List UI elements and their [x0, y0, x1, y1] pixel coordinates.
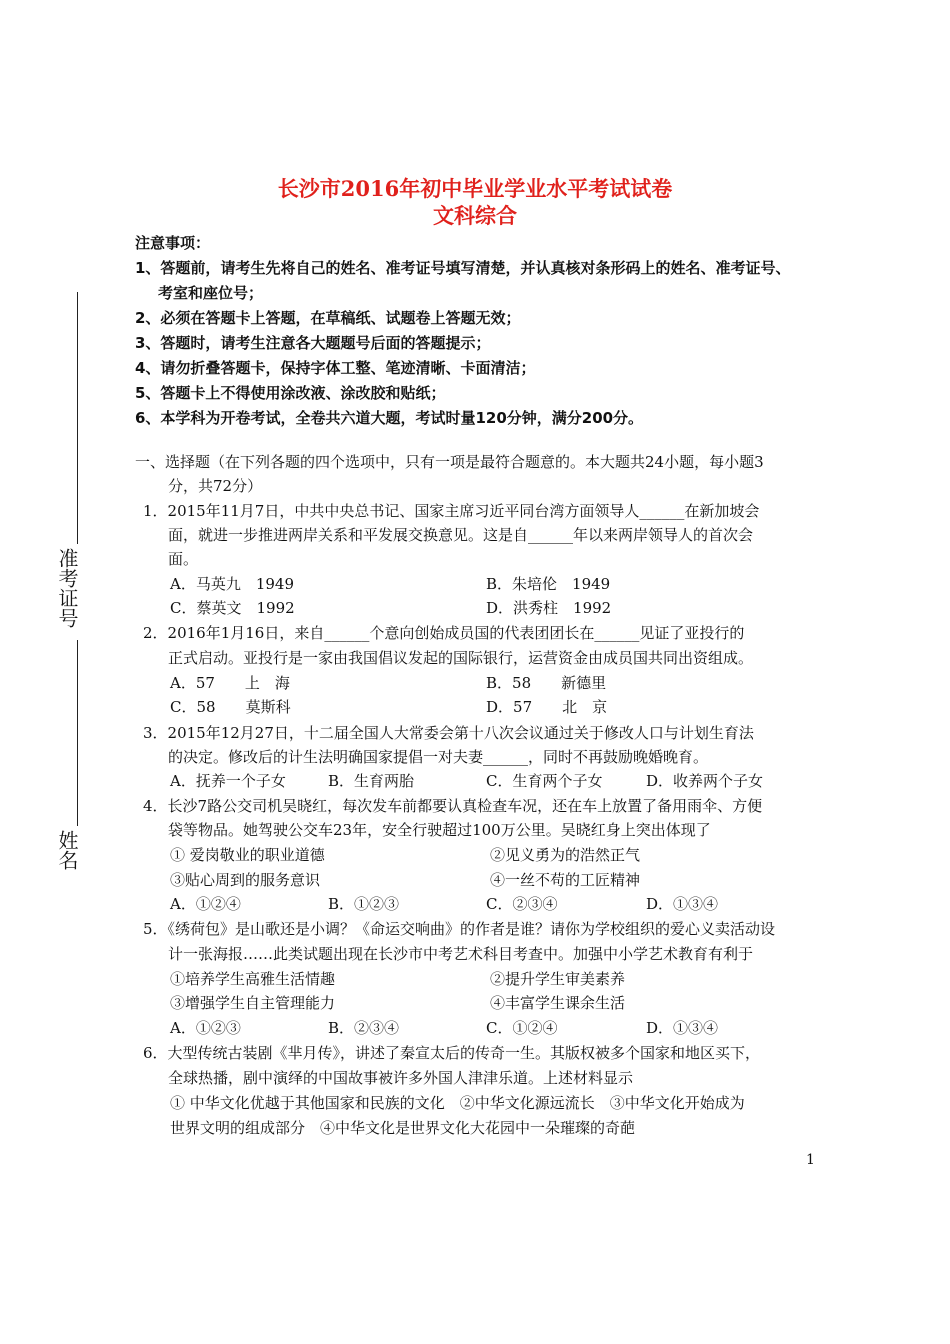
q1-option-d: D．洪秀柱 1992: [486, 599, 612, 617]
q4-statement-1: ① 爱岗敬业的职业道德: [170, 846, 325, 864]
q3-option-c: C．生育两个子女: [486, 772, 603, 790]
q6-line-3: ① 中华文化优越于其他国家和民族的文化 ②中华文化源远流长 ③中华文化开始成为: [170, 1094, 745, 1112]
q1-line-1: 1．2015年11月7日，中共中央总书记、国家主席习近平同台湾方面领导人______在新加坡会: [143, 502, 760, 520]
notice-item-5: 5、答题卡上不得使用涂改液、涂改胶和贴纸；: [135, 384, 446, 402]
page-subtitle: 文科综合: [433, 203, 517, 228]
q1-option-c: C．蔡英文 1992: [170, 599, 295, 617]
exam-id-text: 准考证号: [55, 548, 79, 628]
q4-statement-2: ②见义勇为的浩然正气: [490, 846, 641, 864]
exam-id-line: [77, 292, 78, 544]
notice-item-4: 4、请勿折叠答题卡，保持字体工整、笔迹清晰、卡面清洁；: [135, 359, 536, 377]
q1-line-3: 面。: [168, 550, 199, 568]
q5-statement-1: ①培养学生高雅生活情趣: [170, 970, 336, 988]
q3-line-2: 的决定。修改后的计生法明确国家提倡一对夫妻______，同时不再鼓励晚婚晚育。: [168, 748, 709, 766]
q1-line-2: 面，就进一步推进两岸关系和平发展交换意见。这是自______年以来两岸领导人的首次会: [168, 526, 754, 544]
q2-option-a: A．57 上 海: [170, 674, 290, 692]
q4-statement-4: ④一丝不苟的工匠精神: [490, 871, 641, 889]
q2-line-2: 正式启动。亚投行是一家由我国倡议发起的国际银行，运营资金由成员国共同出资组成。: [168, 649, 754, 667]
exam-id-line-lower: [77, 640, 78, 826]
q1-option-b: B．朱培伦 1949: [486, 575, 611, 593]
q5-option-a: A．①②③: [170, 1019, 241, 1037]
q5-line-1: 5．《绣荷包》是山歌还是小调？《命运交响曲》的作者是谁？请你为学校组织的爱心义卖活动设: [143, 920, 776, 938]
q4-line-1: 4．长沙7路公交司机吴晓红，每次发车前都要认真检查车况，还在车上放置了备用雨伞、方便: [143, 797, 763, 815]
q5-option-b: B．②③④: [328, 1019, 400, 1037]
q1-option-a: A．马英九 1949: [170, 575, 295, 593]
notice-item-1: 1、答题前，请考生先将自己的姓名、准考证号填写清楚，并认真核对条形码上的姓名、准考证号、: [135, 259, 791, 277]
q4-line-2: 袋等物品。她驾驶公交车23年，安全行驶超过100万公里。吴晓红身上突出体现了: [168, 821, 711, 839]
q6-line-2: 全球热播，剧中演绎的中国故事被许多外国人津津乐道。上述材料显示: [168, 1069, 634, 1087]
q2-option-d: D．57 北 京: [486, 698, 608, 716]
q3-option-a: A．抚养一个子女: [170, 772, 286, 790]
q6-line-4: 世界文明的组成部分 ④中华文化是世界文化大花园中一朵璀璨的奇葩: [170, 1119, 636, 1137]
q2-option-b: B．58 新德里: [486, 674, 607, 692]
q5-option-d: D．①③④: [646, 1019, 719, 1037]
q4-option-c: C．②③④: [486, 895, 558, 913]
section-intro: 一、选择题（在下列各题的四个选项中，只有一项是最符合题意的。本大题共24小题，每小题3: [135, 453, 764, 471]
q2-line-1: 2．2016年1月16日，来自______个意向创始成员国的代表团团长在______见证了亚投行的: [143, 624, 745, 642]
section-intro-cont: 分，共72分）: [168, 477, 263, 495]
exam-id-label: [56, 548, 78, 628]
notice-heading: 注意事项：: [135, 234, 211, 252]
q2-option-c: C．58 莫斯科: [170, 698, 291, 716]
q4-option-d: D．①③④: [646, 895, 719, 913]
notice-item-6: 6、本学科为开卷考试，全卷共六道大题，考试时量120分钟，满分200分。: [135, 409, 644, 427]
q3-option-b: B．生育两胎: [328, 772, 415, 790]
q4-option-a: A．①②④: [170, 895, 241, 913]
page-number: 1: [806, 1152, 815, 1168]
name-text: 姓名: [55, 830, 79, 870]
notice-item-3: 3、答题时，请考生注意各大题题号后面的答题提示；: [135, 334, 491, 352]
q5-statement-2: ②提升学生审美素养: [490, 970, 626, 988]
q5-statement-4: ④丰富学生课余生活: [490, 994, 626, 1012]
q6-line-1: 6．大型传统古装剧《芈月传》，讲述了秦宣太后的传奇一生。其版权被多个国家和地区买下，: [143, 1044, 761, 1062]
notice-item-1-cont: 考室和座位号；: [158, 284, 264, 302]
q4-option-b: B．①②③: [328, 895, 400, 913]
notice-item-2: 2、必须在答题卡上答题，在草稿纸、试题卷上答题无效；: [135, 309, 521, 327]
q3-option-d: D．收养两个子女: [646, 772, 764, 790]
name-label: [56, 830, 78, 870]
q4-statement-3: ③贴心周到的服务意识: [170, 871, 321, 889]
page-title: 长沙市2016年初中毕业学业水平考试试卷: [277, 176, 673, 201]
q5-statement-3: ③增强学生自主管理能力: [170, 994, 336, 1012]
q3-line-1: 3．2015年12月27日，十二届全国人大常委会第十八次会议通过关于修改人口与计划生育法: [143, 724, 754, 742]
q5-line-2: 计一张海报……此类试题出现在长沙市中考艺术科目考查中。加强中小学艺术教育有利于: [168, 945, 754, 963]
q5-option-c: C．①②④: [486, 1019, 558, 1037]
